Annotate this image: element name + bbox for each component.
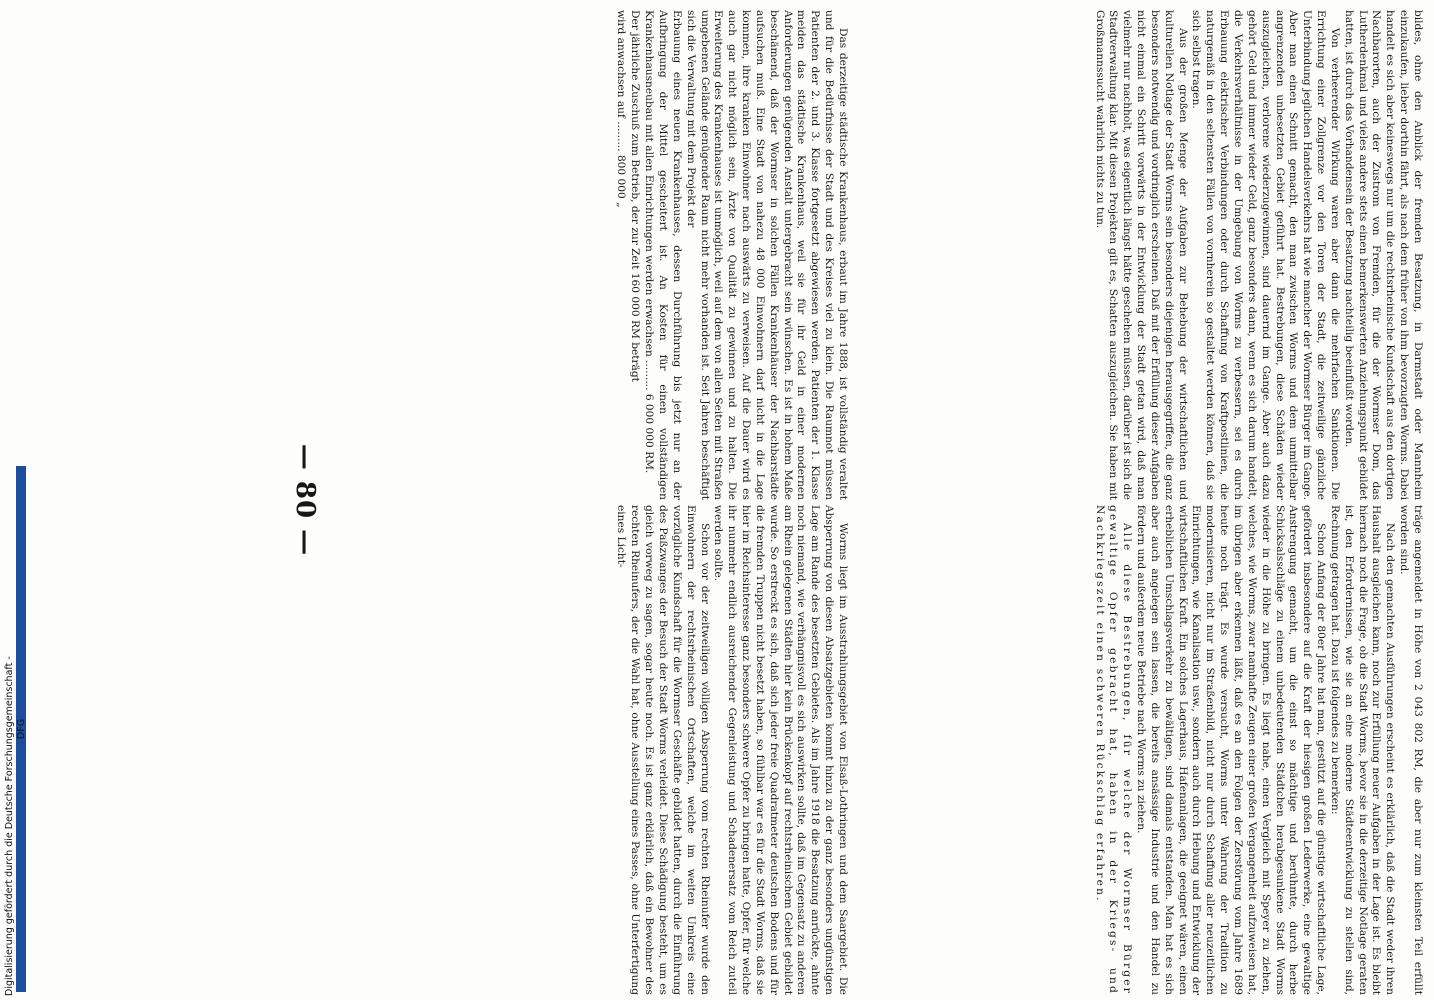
- credit-line: [4, 470, 26, 996]
- page-number: — 80 —: [290, 443, 320, 557]
- paragraph: bildes, ohne den Anblick der fremden Besatzung, in Darmstadt oder Mannheim einzukaufen, lieber dorthin fährt, als nach dem früher von ihm bevorzugten Worms. Dabei handelt es sich aber keineswegs nur um die rechtsrheinische Kundschaft aus den dortigen Nachbarorten, auch der Zustrom von Fremden, für die der Wormser Dom, das Lutherdenkmal und vieles andere stets einen bemerkenswerten Anziehungspunkt gebildet hatten, ist durch das Vorhandensein der Besatzung nachteilig beeinflußt worden.: [1342, 10, 1424, 500]
- paragraph: Von verheerender Wirkung waren aber dann die mehrfachen Sanktionen. Die Errichtung einer Zollgrenze vor den Toren der Stadt, die zeitweilige gänzliche Unterbindung jeglichen Handelsverkehrs hat wie mancher der Wormser Bürger im Gange. Aber man einen Schnitt gemacht, den man zwischen Worms und dem unmittelbar angrenzenden unbesetzten Gebiet geführt hat. Bestrebungen, diese Schäden wieder auszugleichen, verlorene wiederzugewinnen, sind dauernd im Gange. Aber auch dazu gehört Geld und immer wieder Geld, ganz besonders dann, wenn es sich darum handelt, die Verkehrsverhältnisse in der Umgebung von Worms zu verbessern, sei es durch Erbauung elektrischer Verbindungen oder durch Schaffung von Kraftpostlinien, die naturgemäß in den seltensten Fällen von vornherein so gestaltet werden können, daß sie sich selbst tragen.: [1190, 10, 1341, 500]
- paragraph: Aus der großen Menge der Aufgaben zur Behebung der wirtschaftlichen und kulturellen Notlage der Stadt Worms sein besonders diejenigen herausgegriffen, die ganz besonders notwendig und vordringlich erscheinen. Daß mit der Erfüllung dieser Aufgaben nicht einmal ein Schritt vorwärts in der Entwicklung der Stadt getan wird, daß man vielmehr nur nachholt, was eigentlich längst hätte geschehen müssen, darüber ist sich die Stadtverwaltung klar. Mit diesen Projekten gilt es, Schatten auszugleichen. Sie haben mit Großmannssucht wahrlich nichts zu tun.: [1093, 10, 1189, 500]
- cost-line: wird anwachsen auf ......... 800 000 „: [615, 10, 628, 208]
- credit-text: Digitalisierung gefördert durch die Deutsche Forschungsgemeinschaft -: [4, 656, 15, 996]
- paragraph: träge angemeldet in Höhe von 2 043 802 RM, die aber nur zum kleinsten Teil erfüllt worden sind.: [1398, 505, 1424, 995]
- paragraph: Schon Anfang der 80er Jahre hat man, gestützt auf die günstige wirtschaftliche Lage, gefördert insbesondere auf die Kraft der hiesigen großen Lederwerke, eine gewaltige Anstrengung gemacht, um die einst so mächtige und berühmte, durch herbe Schicksalsschläge zu einem unbedeutenden Städtchen herabgesunkene Stadt Worms wieder in die Höhe zu bringen. Es liegt nahe, einen Vergleich mit Speyer zu ziehen, welches, wie Worms, zwar namhafte Zeugen einer großen Vergangenheit aufzuweisen hat, im übrigen aber erkennen läßt, daß es an den Folgen der Zerstörung vom Jahre 1689 heute noch trägt. Es wurde versucht, Worms unter Wahrung der Tradition zu modernisieren, nicht nur im Straßenbild, nicht nur durch Schaffung aller neuzeitlichen Einrichtungen, wie Kanalisation usw., sondern auch durch Hebung und Entwicklung der wirtschaftlichen Kraft. Ein solches Lagerhaus, Hafenanlagen, die geeignet wären, einen erheblichen Umschlagsverkehr zu bewältigen, sind damals entstanden. Man hat es sich aber auch angelegen sein lassen, die bereits ansässige Industrie und den Handel zu fördern und außerdem neue Betriebe nach Worms zu ziehen.: [1135, 505, 1328, 995]
- paragraph: Schon vor der zeitweiligen völligen Absperrung vom rechten Rheinufer wurde den Einwohnern der rechtsrheinischen Ortschaften, welche im weiten Umkreis eine vorzügliche Kundschaft für die Wormser Geschäfte gebildet hatten, durch die Einführung des Paßzwanges der Besuch der Stadt Worms verleidet. Diese Schädigung besteht, um es gleich vorweg zu sagen, sogar heute noch. Es ist ganz erklärlich, daß ein Bewohner des rechten Rheinufers, der die Wahl hat, ohne Ausstellung eines Passes, ohne Unterfertigung eines Licht-: [615, 505, 711, 995]
- column-4: [359, 10, 849, 500]
- column-1: [864, 505, 1424, 995]
- paragraph: Worms liegt im Ausstrahlungsgebiet von Elsaß-Lothringen und dem Saargebiet. Die Absperrung von diesen Absatzgebieten kommt hinzu zu der ganz besonders ungünstigen Lage am Rande des besetzten Gebietes. Als im Jahre 1918 die Besatzung anrückte, ahnte noch niemand, wie verhängnisvoll es sich auswirken sollte, daß im Gegensatz zu anderen am Rhein gelegenen Städten hier kein Brückenkopf auf rechtsrheinischem Gebiet gebildet wurde. So erstreckt es sich, daß sich jeder freie Quadratmeter deutschen Bodens und für die fremden Truppen nicht besetzt haben, so fühlbar war es für die Stadt Worms, daß sie hier im Reichsinteresse ganz besonders schwere Opfer zu bringen hatte, Opfer, für welche ihr nunmehr endlich ausreichender Gegenleistung und Schadenersatz vom Reich zuteil werden sollte.: [712, 505, 849, 995]
- paragraph: Nach den gemachten Ausführungen erscheint es erklärlich, daß die Stadt weder ihren Haushalt ausgleichen kann, noch zur Erfüllung neuer Aufgaben in der Lage ist. Es bleibt hiernach noch die Frage, ob die Stadt Worms, bevor sie in die derzeitige Notlage geraten ist, den Erfordernissen, wie sie an eine moderne Städteentwicklung zu stellen sind, Rechnung getragen hat. Dazu ist folgendes zu bemerken:: [1328, 505, 1397, 995]
- paragraph: Das derzeitige städtische Krankenhaus, erbaut im Jahre 1888, ist vollständig veraltet und für die Bedürfnisse der Stadt und des Kreises viel zu klein. Die Raumnot müssen Patienten der 2. und 3. Klasse fortgesetzt abgewiesen werden. Patienten der 1. Klasse meiden das städtische Krankenhaus, weil sie für ihr Geld in einer modernen Anforderungen genügenden Anstalt untergebracht sein wünschen. Es ist in hohem Maße beschämend, daß der Wormser in solchen Fällen Krankenhäuser der Nachbarstädte aufsuchen muß. Eine Stadt von nahezu 48 000 Einwohnern darf nicht in die Lage kommen, ihre kranken Einwohner nach auswärts zu verweisen. Auf die Dauer wird es auch gar nicht möglich sein, Ärzte von Qualität zu gewinnen und zu halten. Die Erweiterung des Krankenhauses ist unmöglich, weil auf dem von allen Seiten mit Straßen umgebenen Gelände genügender Raum nicht mehr vorhanden ist. Seit Jahren beschäftigt sich die Verwaltung mit dem Projekt der: [684, 10, 849, 500]
- column-2: [359, 505, 849, 995]
- column-3: [864, 10, 1424, 500]
- paragraph-spaced: Alle diese Bestrebungen, für welche der Wormser Bürger gewaltige Opfer gebracht hat, haben in der Kriegs- und Nachkriegszeit einen schweren Rückschlag erfahren.: [1093, 505, 1134, 995]
- digitization-credit: [4, 470, 27, 996]
- cost-line: Der jährliche Zuschuß zum Betrieb, der zur Zeit 160 000 RM beträgt: [629, 10, 642, 382]
- dfg-logo-icon: DFG: [16, 466, 26, 992]
- paragraph: Erbauung eines neuen Krankenhauses, dessen Durchführung bis jetzt nur an der Aufbringung der Mittel gescheitert ist. An Kosten für einen vollständigen Krankenhausneubau mit allen Einrichtungen werden erwachsen ......... 6 000 000 RM.: [643, 10, 683, 500]
